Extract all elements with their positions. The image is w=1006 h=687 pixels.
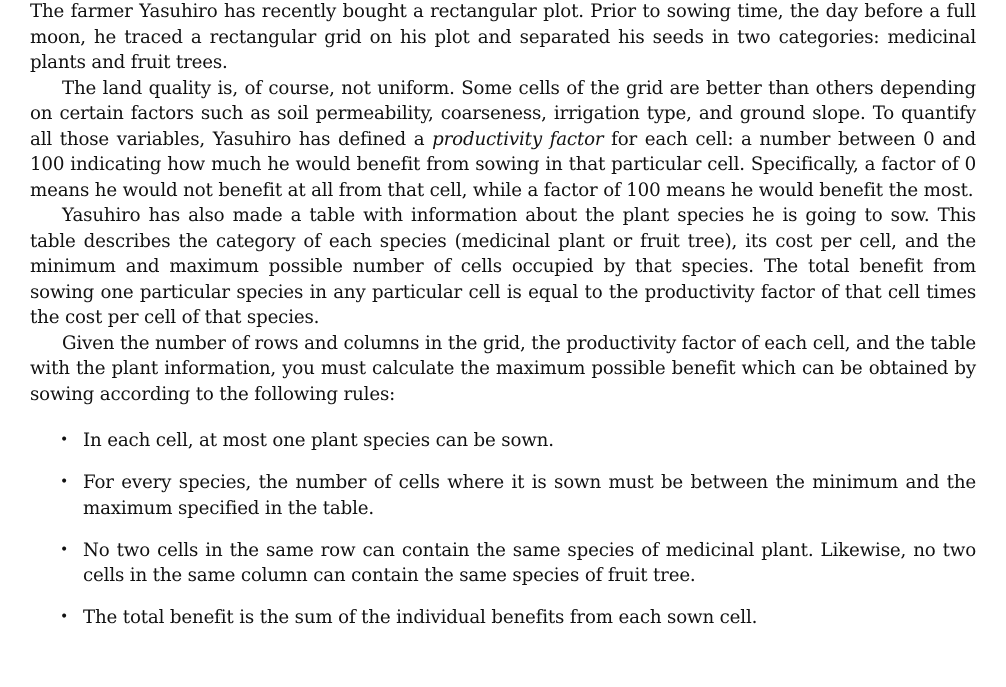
paragraph-intro: The farmer Yasuhiro has recently bought a rectangular plot. Prior to sowing time, the day before a full moon, he traced a rectangular grid on his plot and separated his seeds in two categories: medicinal plants and fruit trees. — [30, 1, 976, 73]
rule-item — [30, 605, 976, 631]
rules-list — [30, 428, 976, 631]
rule-item — [30, 470, 976, 521]
land-quality-text-end: for each cell: a number between 0 and 100 indicating how much he would benefit from sowing in that particular cell. Specifically, a factor of 0 means he would not benefit at all from that cell, while a factor of 100 means he would benefit the most. — [30, 128, 976, 201]
paragraph-land-quality — [30, 76, 976, 204]
bullet-icon: • — [60, 432, 69, 448]
paragraph-species-table: Yasuhiro has also made a table with information about the plant species he is going to sow. This table describes the category of each species (medicinal plant or fruit tree), its cost per cell, and the minimum and maximum possible number of cells occupied by that species. The total benefit from sowing one particular species in any particular cell is equal to the productivity factor of that cell times the cost per cell of that species. — [30, 205, 976, 328]
rule-item — [30, 538, 976, 589]
bullet-icon: • — [60, 541, 69, 558]
rule-text: For every species, the number of cells where it is sown must be between the minimum and the maximum specified in the table. — [83, 472, 976, 519]
bullet-icon: • — [60, 609, 69, 625]
rule-text: The total benefit is the sum of the individual benefits from each sown cell. — [83, 607, 758, 628]
productivity-factor-term: productivity factor — [432, 128, 604, 150]
rule-text: No two cells in the same row can contain the same species of medicinal plant. Likewise, no two cells in the same column can contain the same species of fruit tree. — [83, 539, 976, 586]
paragraph-task: Given the number of rows and columns in the grid, the productivity factor of each cell, and the table with the plant information, you must calculate the maximum possible benefit which can be obtained by sowing according to the following rules: — [30, 332, 976, 405]
land-quality-text-start: The land quality is, of course, not uniform. Some cells of the grid are better than others depending on certain factors such as soil permeability, coarseness, irrigation type, and ground slope. To quantify all those variables, Yasuhiro has defined a — [30, 77, 976, 150]
rule-item — [30, 428, 976, 454]
rule-text: In each cell, at most one plant species can be sown. — [83, 430, 554, 451]
bullet-icon: • — [60, 474, 69, 490]
